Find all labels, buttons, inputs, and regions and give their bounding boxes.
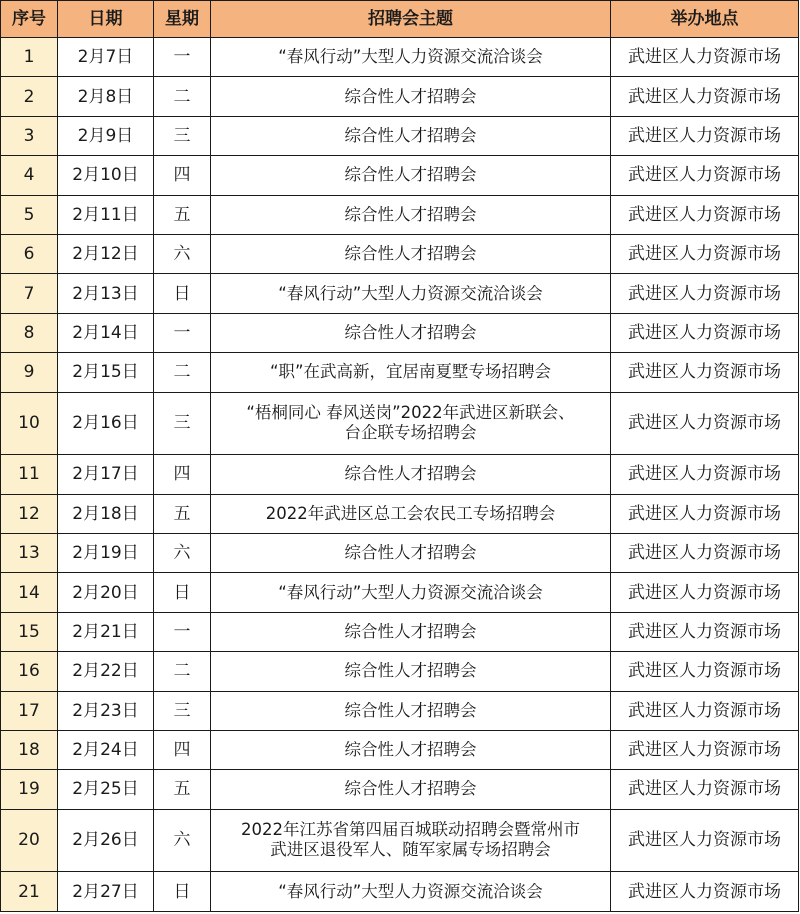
- row-weekday: 一: [154, 38, 211, 77]
- row-venue: 武进区人力资源市场: [611, 77, 799, 116]
- row-weekday: 五: [154, 770, 211, 809]
- row-date: 2月10日: [58, 156, 154, 195]
- row-number: 9: [1, 353, 58, 392]
- row-theme: “春风行动”大型人力资源交流洽谈会: [211, 38, 611, 77]
- row-venue: 武进区人力资源市场: [611, 730, 799, 769]
- table-row: [1, 872, 799, 912]
- table-row: [1, 770, 799, 809]
- table-row: [1, 313, 799, 352]
- row-date: 2月23日: [58, 691, 154, 730]
- row-weekday: 五: [154, 494, 211, 533]
- row-weekday: 二: [154, 353, 211, 392]
- row-weekday: 三: [154, 392, 211, 455]
- row-venue: 武进区人力资源市场: [611, 494, 799, 533]
- row-number: 8: [1, 313, 58, 352]
- row-theme: 综合性人才招聘会: [211, 691, 611, 730]
- table-row: [1, 533, 799, 572]
- row-theme: 2022年武进区总工会农民工专场招聘会: [211, 494, 611, 533]
- header-date: 日期: [58, 1, 154, 38]
- row-weekday: 日: [154, 573, 211, 612]
- row-theme-line: “梧桐同心 春风送岗”2022年武进区新联会、: [246, 403, 575, 423]
- row-date: 2月18日: [58, 494, 154, 533]
- row-theme: 综合性人才招聘会: [211, 533, 611, 572]
- row-weekday: 三: [154, 691, 211, 730]
- row-theme: 综合性人才招聘会: [211, 195, 611, 234]
- row-date: 2月8日: [58, 77, 154, 116]
- row-venue: 武进区人力资源市场: [611, 809, 799, 872]
- row-number: 5: [1, 195, 58, 234]
- row-theme: 综合性人才招聘会: [211, 156, 611, 195]
- table-row: [1, 38, 799, 77]
- row-venue: 武进区人力资源市场: [611, 313, 799, 352]
- row-theme: 综合性人才招聘会: [211, 652, 611, 691]
- row-weekday: 六: [154, 234, 211, 273]
- table-row: [1, 612, 799, 651]
- row-theme-line: 台企联专场招聘会: [344, 423, 477, 443]
- row-number: 18: [1, 730, 58, 769]
- table-row: [1, 156, 799, 195]
- row-number: 11: [1, 455, 58, 494]
- row-theme: [211, 392, 611, 455]
- row-theme: 综合性人才招聘会: [211, 612, 611, 651]
- row-date: 2月12日: [58, 234, 154, 273]
- row-number: 4: [1, 156, 58, 195]
- row-venue: 武进区人力资源市场: [611, 573, 799, 612]
- row-date: 2月7日: [58, 38, 154, 77]
- row-venue: 武进区人力资源市场: [611, 274, 799, 313]
- row-theme: “春风行动”大型人力资源交流洽谈会: [211, 573, 611, 612]
- header-theme: 招聘会主题: [211, 1, 611, 38]
- row-venue: 武进区人力资源市场: [611, 156, 799, 195]
- header-row: [1, 1, 799, 38]
- table-row: [1, 116, 799, 155]
- row-date: 2月27日: [58, 872, 154, 912]
- row-venue: 武进区人力资源市场: [611, 455, 799, 494]
- row-weekday: 日: [154, 872, 211, 912]
- table-row: [1, 730, 799, 769]
- row-venue: 武进区人力资源市场: [611, 533, 799, 572]
- table-row: [1, 274, 799, 313]
- row-weekday: 六: [154, 533, 211, 572]
- row-theme: “春风行动”大型人力资源交流洽谈会: [211, 274, 611, 313]
- table-row: [1, 455, 799, 494]
- row-venue: 武进区人力资源市场: [611, 770, 799, 809]
- header-no: 序号: [1, 1, 58, 38]
- row-theme: “春风行动”大型人力资源交流洽谈会: [211, 872, 611, 912]
- row-weekday: 四: [154, 455, 211, 494]
- row-number: 7: [1, 274, 58, 313]
- row-venue: 武进区人力资源市场: [611, 116, 799, 155]
- row-theme: 综合性人才招聘会: [211, 234, 611, 273]
- table-row: [1, 353, 799, 392]
- row-weekday: 四: [154, 156, 211, 195]
- row-date: 2月19日: [58, 533, 154, 572]
- row-venue: 武进区人力资源市场: [611, 652, 799, 691]
- table-row: [1, 195, 799, 234]
- row-theme: 综合性人才招聘会: [211, 77, 611, 116]
- row-venue: 武进区人力资源市场: [611, 612, 799, 651]
- row-weekday: 日: [154, 274, 211, 313]
- row-number: 15: [1, 612, 58, 651]
- row-number: 6: [1, 234, 58, 273]
- table-row: [1, 691, 799, 730]
- row-venue: 武进区人力资源市场: [611, 872, 799, 912]
- row-weekday: 六: [154, 809, 211, 872]
- table-row: [1, 77, 799, 116]
- table-row: [1, 392, 799, 455]
- row-number: 1: [1, 38, 58, 77]
- row-number: 21: [1, 872, 58, 912]
- row-weekday: 一: [154, 612, 211, 651]
- row-theme: “职”在武高新，宜居南夏墅专场招聘会: [211, 353, 611, 392]
- table-row: [1, 573, 799, 612]
- row-venue: 武进区人力资源市场: [611, 353, 799, 392]
- row-date: 2月24日: [58, 730, 154, 769]
- row-date: 2月20日: [58, 573, 154, 612]
- row-date: 2月26日: [58, 809, 154, 872]
- row-theme-line: 武进区退役军人、随军家属专场招聘会: [270, 840, 551, 860]
- row-date: 2月25日: [58, 770, 154, 809]
- row-number: 3: [1, 116, 58, 155]
- row-venue: 武进区人力资源市场: [611, 234, 799, 273]
- row-number: 13: [1, 533, 58, 572]
- row-date: 2月9日: [58, 116, 154, 155]
- row-date: 2月16日: [58, 392, 154, 455]
- row-theme: 综合性人才招聘会: [211, 313, 611, 352]
- row-date: 2月21日: [58, 612, 154, 651]
- header-weekday: 星期: [154, 1, 211, 38]
- row-weekday: 一: [154, 313, 211, 352]
- table-body: [1, 38, 799, 912]
- row-number: 12: [1, 494, 58, 533]
- table-row: [1, 234, 799, 273]
- row-venue: 武进区人力资源市场: [611, 392, 799, 455]
- table-header: [1, 1, 799, 38]
- table-row: [1, 809, 799, 872]
- row-theme: 综合性人才招聘会: [211, 770, 611, 809]
- row-date: 2月11日: [58, 195, 154, 234]
- row-number: 14: [1, 573, 58, 612]
- row-theme: [211, 809, 611, 872]
- row-theme-line: 2022年江苏省第四届百城联动招聘会暨常州市: [241, 820, 580, 840]
- row-theme: 综合性人才招聘会: [211, 116, 611, 155]
- row-date: 2月14日: [58, 313, 154, 352]
- table-row: [1, 652, 799, 691]
- row-date: 2月17日: [58, 455, 154, 494]
- header-venue: 举办地点: [611, 1, 799, 38]
- row-weekday: 二: [154, 77, 211, 116]
- row-weekday: 三: [154, 116, 211, 155]
- row-weekday: 五: [154, 195, 211, 234]
- row-weekday: 二: [154, 652, 211, 691]
- row-number: 19: [1, 770, 58, 809]
- row-number: 10: [1, 392, 58, 455]
- row-date: 2月22日: [58, 652, 154, 691]
- row-date: 2月13日: [58, 274, 154, 313]
- row-number: 2: [1, 77, 58, 116]
- row-number: 16: [1, 652, 58, 691]
- row-venue: 武进区人力资源市场: [611, 691, 799, 730]
- table-row: [1, 494, 799, 533]
- row-venue: 武进区人力资源市场: [611, 38, 799, 77]
- row-venue: 武进区人力资源市场: [611, 195, 799, 234]
- row-theme: 综合性人才招聘会: [211, 455, 611, 494]
- row-weekday: 四: [154, 730, 211, 769]
- row-number: 20: [1, 809, 58, 872]
- row-theme: 综合性人才招聘会: [211, 730, 611, 769]
- row-number: 17: [1, 691, 58, 730]
- row-date: 2月15日: [58, 353, 154, 392]
